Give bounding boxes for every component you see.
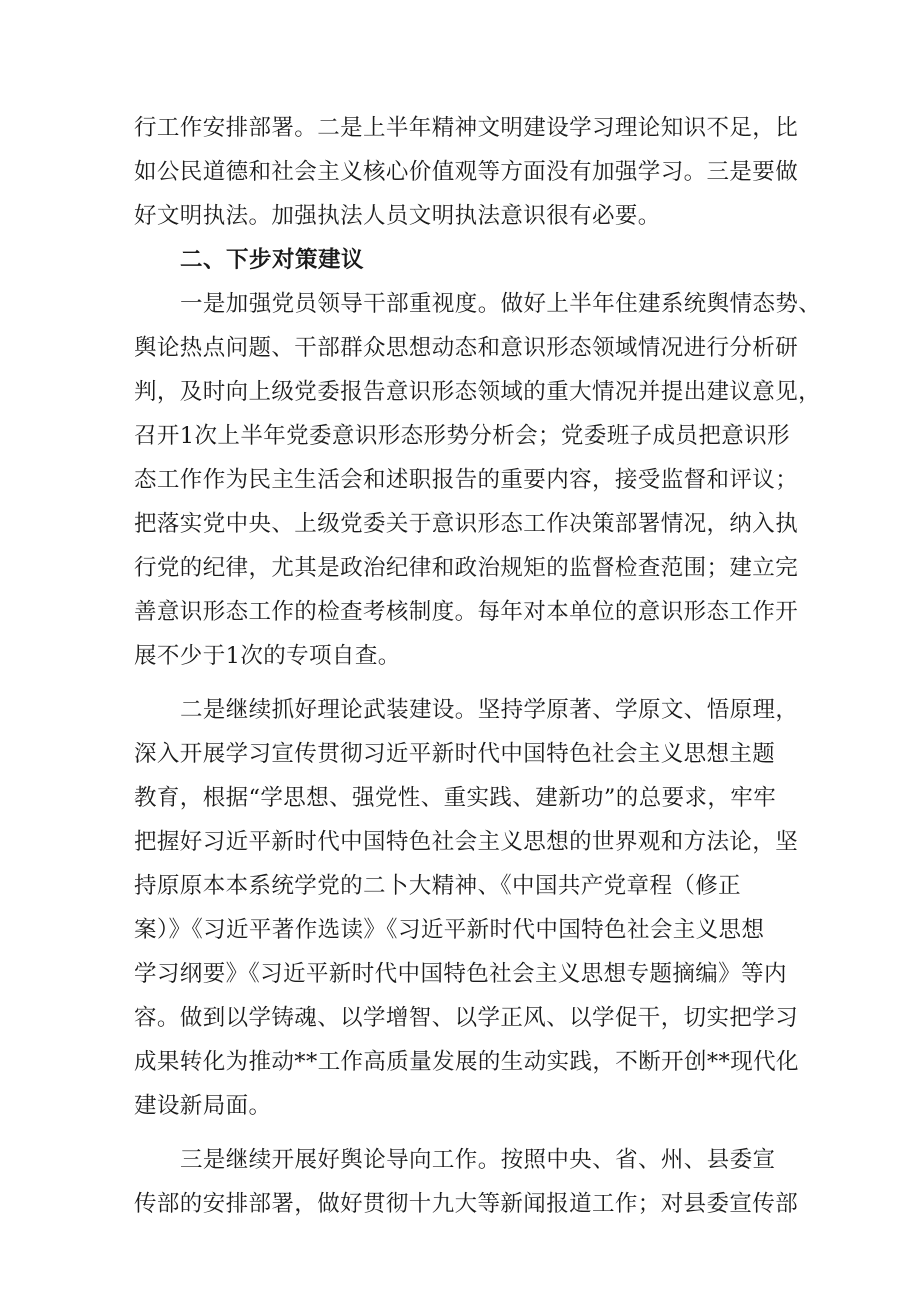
text-line: 深入开展学习宣传贯彻习近平新时代中国特色社会主义思想主题 <box>134 741 776 767</box>
text-line: 学习纲要》《习近平新时代中国特色社会主义思想专题摘编》等内 <box>134 961 787 987</box>
text-line: 二是继续抓好理论武装建设。坚持学原著、学原文、悟原理， <box>180 697 799 723</box>
text-line: 把握好习近平新时代中国特色社会主义思想的世界观和方法论，坚 <box>134 829 799 855</box>
text-line: 行工作安排部署。二是上半年精神文明建设学习理论知识不足，比 <box>134 115 799 141</box>
text-line: 把落实党中央、上级党委关于意识形态工作决策部署情况，纳入执 <box>134 511 799 537</box>
text-line: 行党的纪律，尤其是政治纪律和政治规矩的监督检查范围；建立完 <box>134 555 799 581</box>
text-line: 建设新局面。 <box>134 1093 272 1119</box>
text-line: 一是加强党员领导干部重视度。做好上半年住建系统舆情态势、 <box>180 291 822 317</box>
text-line: 教育，根据“学思想、强党性、重实践、建新功”的总要求，牢牢 <box>134 785 777 811</box>
text-line: 判，及时向上级党委报告意识形态领域的重大情况并提出建议意见， <box>134 379 822 405</box>
text-line: 好文明执法。加强执法人员文明执法意识很有必要。 <box>134 203 661 229</box>
text-line: 案）》《习近平著作选读》《习近平新时代中国特色社会主义思想 <box>134 917 765 943</box>
text-line: 三是继续开展好舆论导向工作。按照中央、省、州、县委宣 <box>180 1147 776 1173</box>
text-line: 传部的安排部署，做好贯彻十九大等新闻报道工作；对县委宣传部 <box>134 1191 799 1217</box>
text-line: 持原原本本系统学党的二卜大精神、《中国共产党章程（修正 <box>134 873 742 899</box>
text-line: 展不少于1次的专项自查。 <box>134 643 401 669</box>
text-line: 善意识形态工作的检查考核制度。每年对本单位的意识形态工作开 <box>134 599 799 625</box>
section-heading: 二、下步对策建议 <box>180 247 365 273</box>
text-line: 召开1次上半年党委意识形态形势分析会；党委班子成员把意识形 <box>134 423 790 449</box>
text-line: 容。做到以学铸魂、以学增智、以学正风、以学促干，切实把学习 <box>134 1005 799 1031</box>
text-line: 如公民道德和社会主义核心价值观等方面没有加强学习。三是要做 <box>134 159 799 185</box>
text-line: 舆论热点问题、干部群众思想动态和意识形态领域情况进行分析研 <box>134 335 799 361</box>
text-line: 成果转化为推动**工作高质量发展的生动实践，不断开创**现代化 <box>134 1049 799 1075</box>
text-line: 态工作作为民主生活会和述职报告的重要内容，接受监督和评议； <box>134 467 799 493</box>
